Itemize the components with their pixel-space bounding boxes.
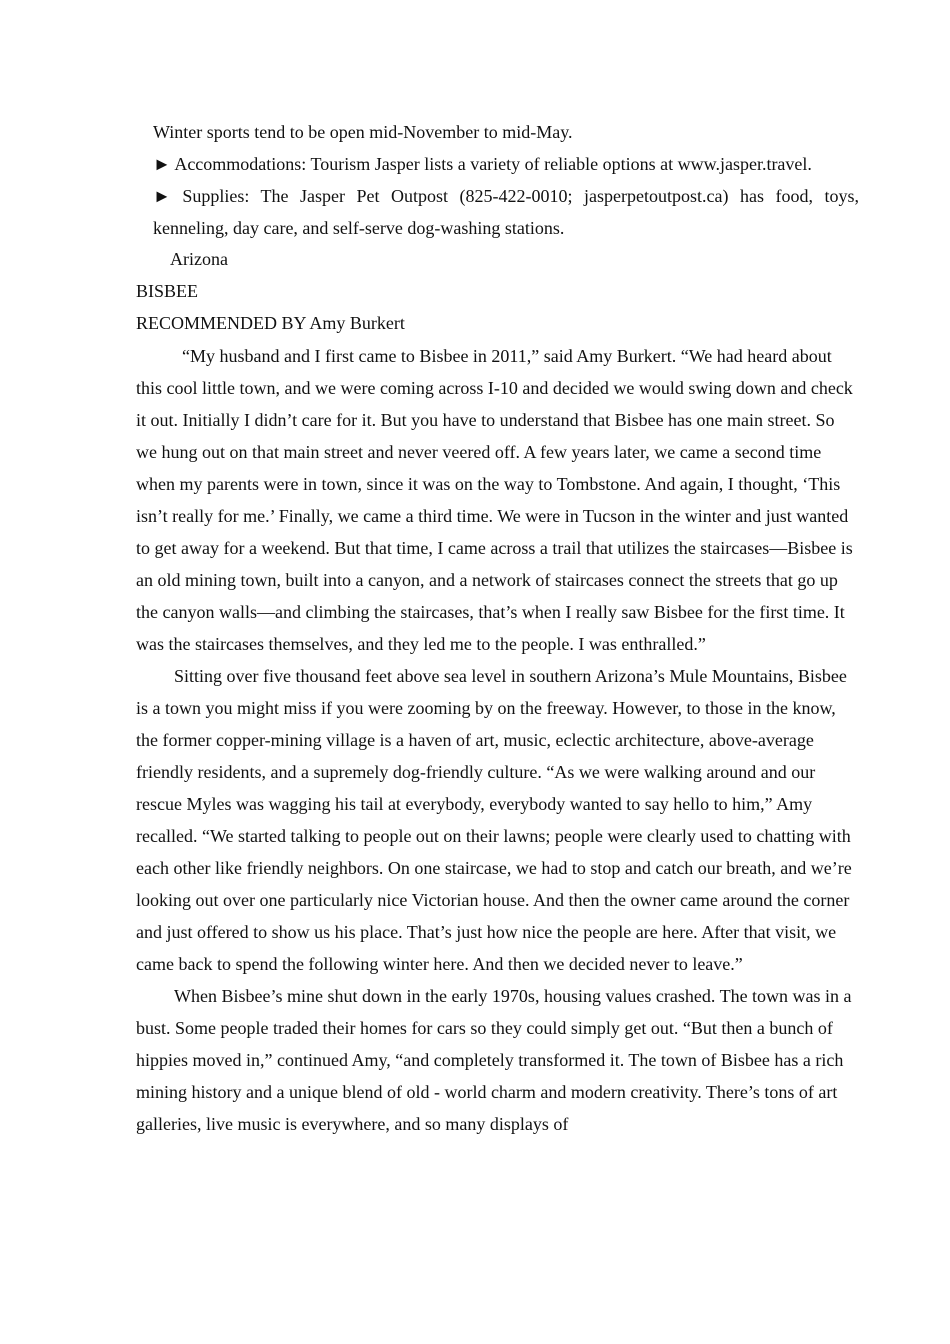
supplies-item: ► Supplies: The Jasper Pet Outpost (825-422-0010; jasperpetoutpost.ca) has food, toys, kenneling, day care, and self-serve dog-washing stations. bbox=[153, 186, 859, 238]
intro-block bbox=[153, 116, 859, 244]
recommended-by: RECOMMENDED BY Amy Burkert bbox=[136, 313, 405, 333]
article-body bbox=[136, 340, 859, 1140]
section-header bbox=[136, 275, 859, 339]
body-paragraph-1: “My husband and I first came to Bisbee in 2011,” said Amy Burkert. “We had heard about this cool little town, and we were coming across I-10 and decided we would swing down and check it out. Initially I didn’t care for it. But you have to understand that Bisbee has one main street. So we hung out on that main street and never veered off. A few years later, we came a second time when my parents were in town, since it was on the way to Tombstone. And again, I thought, ‘This isn’t really for me.’ Finally, we came a third time. We were in Tucson in the winter and just wanted to get away for a weekend. But that time, I came across a trail that utilizes the staircases—Bisbee is an old mining town, built into a canyon, and a network of staircases connect the streets that go up the canyon walls—and climbing the staircases, that’s when I really saw Bisbee for the first time. It was the staircases themselves, and they led me to the people. I was enthralled.” bbox=[136, 346, 853, 654]
winter-sports-line: Winter sports tend to be open mid-November to mid-May. bbox=[153, 122, 573, 142]
body-paragraph-2: Sitting over five thousand feet above sea level in southern Arizona’s Mule Mountains, Bisbee is a town you might miss if you were zooming by on the freeway. However, to those in the know, the former copper-mining village is a haven of art, music, eclectic architecture, above-average friendly residents, and a supremely dog-friendly culture. “As we were walking around and our rescue Myles was wagging his tail at everybody, everybody wanted to say hello to him,” Amy recalled. “We started talking to people out on their lawns; people were clearly used to chatting with each other like friendly neighbors. On one staircase, we had to stop and catch our breath, and we’re looking out over one particularly nice Victorian house. And then the owner came around the corner and just offered to show us his place. That’s just how nice the people are here. After that visit, we came back to spend the following winter here. And then we decided never to leave.” bbox=[136, 666, 852, 974]
accommodations-item: ► Accommodations: Tourism Jasper lists a variety of reliable options at www.jasper.travel. bbox=[153, 154, 812, 174]
body-paragraph-3: When Bisbee’s mine shut down in the early 1970s, housing values crashed. The town was in a bust. Some people traded their homes for cars so they could simply get out. “But then a bunch of hippies moved in,” continued Amy, “and completely transformed it. The town of Bisbee has a rich mining history and a unique blend of old - world charm and modern creativity. There’s tons of art galleries, live music is everywhere, and so many displays of bbox=[136, 986, 852, 1134]
region-label: Arizona bbox=[170, 249, 228, 269]
region-heading bbox=[170, 243, 228, 275]
town-title: BISBEE bbox=[136, 281, 199, 301]
